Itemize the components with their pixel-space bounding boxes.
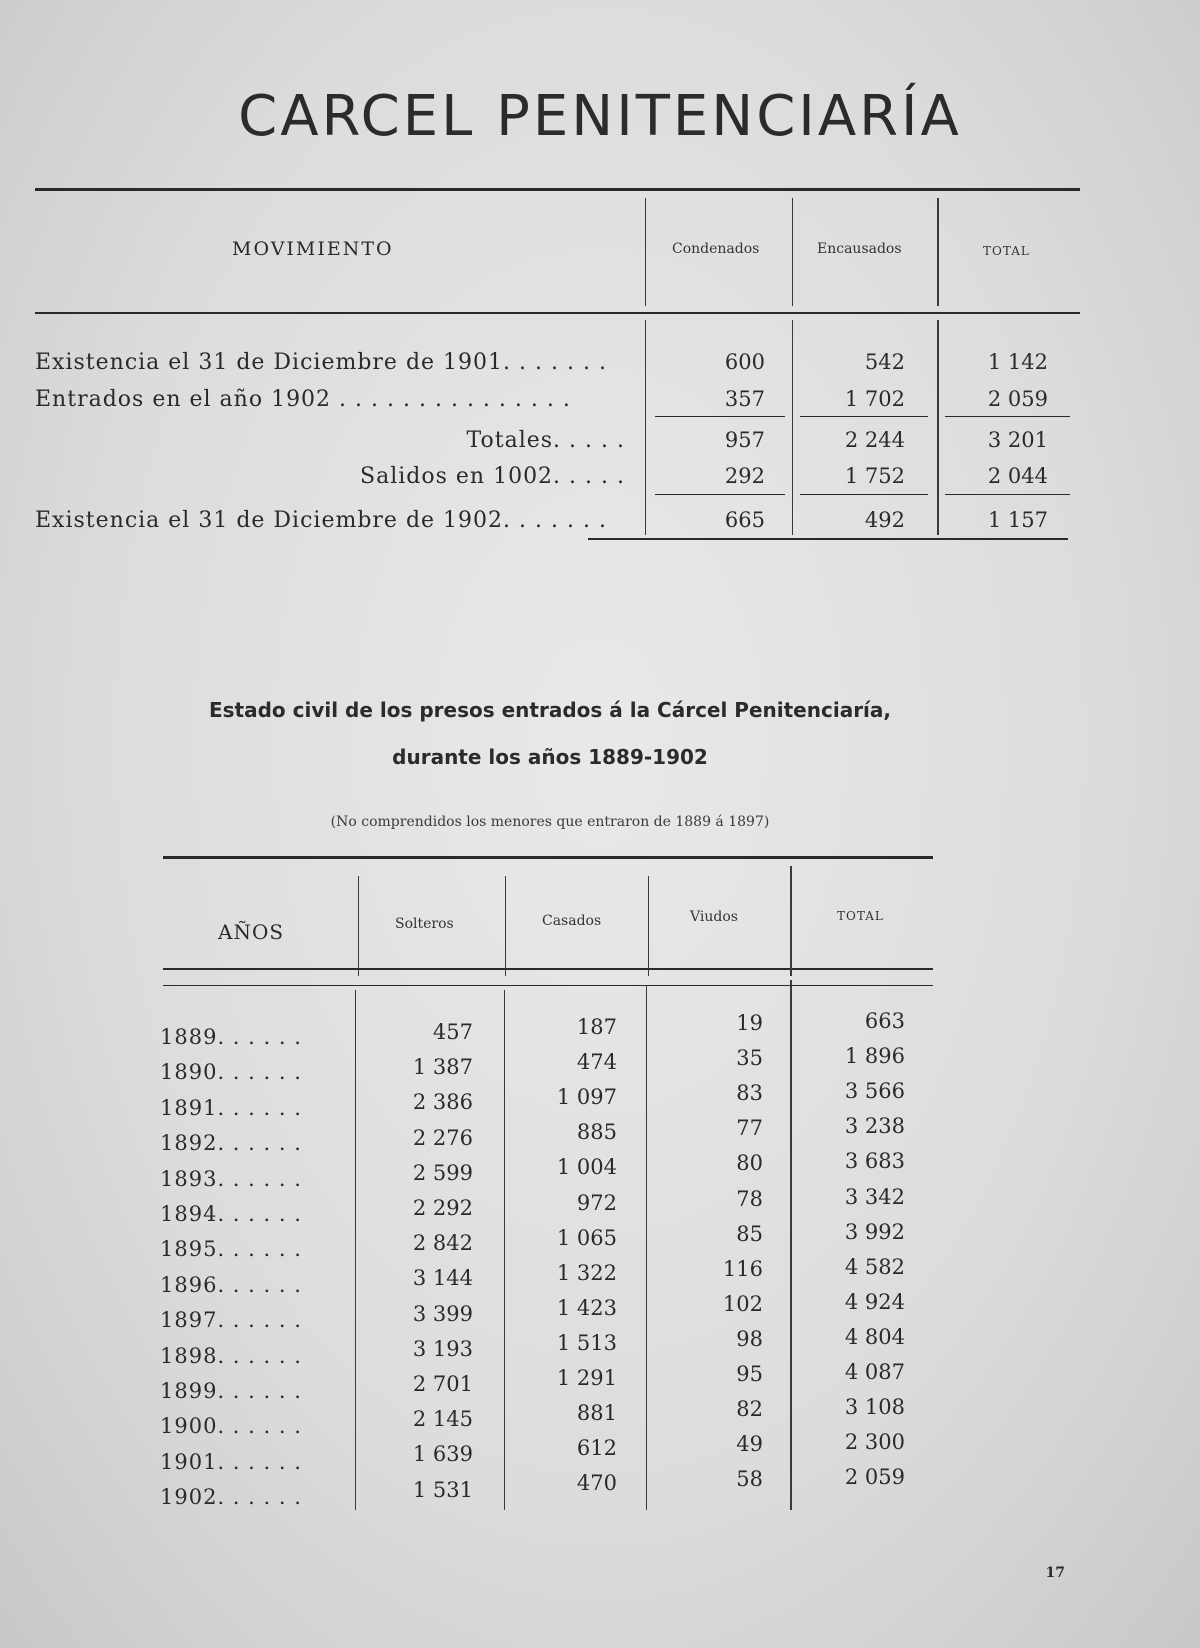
- cell-year: 1895. . . . . .: [160, 1237, 302, 1261]
- column-divider: [937, 198, 939, 306]
- cell-condenados: 292: [724, 464, 765, 488]
- cell-viudos: 98: [736, 1327, 763, 1351]
- cell-total: 3 108: [844, 1395, 905, 1419]
- cell-year: 1898. . . . . .: [160, 1344, 302, 1368]
- row-label: Entrados en el año 1902 . . . . . . . . . . . . . . .: [35, 387, 571, 412]
- cell-casados: 881: [576, 1401, 617, 1425]
- row-label: Existencia el 31 de Diciembre de 1902. . . . . . .: [35, 508, 607, 533]
- cell-total: 4 087: [844, 1360, 905, 1384]
- cell-casados: 1 004: [556, 1155, 617, 1179]
- column-divider: [645, 320, 646, 535]
- section-title: Estado civil de los presos entrados á la Cárcel Penitenciaría,: [208, 698, 892, 722]
- cell-viudos: 77: [736, 1116, 763, 1140]
- table-top-rule: [35, 188, 1080, 191]
- cell-encausados: 492: [864, 508, 905, 532]
- row-label: Salidos en 1002. . . . .: [360, 464, 625, 489]
- table-header-rule: [163, 985, 933, 986]
- cell-solteros: 3 399: [412, 1302, 473, 1326]
- cell-encausados: 1 702: [844, 387, 905, 411]
- column-divider: [505, 876, 506, 976]
- header-encausados: Encausados: [817, 241, 902, 257]
- page-number: 17: [1045, 1565, 1065, 1581]
- subtotal-rule: [655, 494, 785, 495]
- cell-casados: 1 513: [556, 1331, 617, 1355]
- cell-condenados: 957: [724, 428, 765, 452]
- cell-total: 2 059: [844, 1465, 905, 1489]
- cell-solteros: 1 639: [412, 1442, 473, 1466]
- subtotal-rule: [945, 494, 1070, 495]
- cell-year: 1900. . . . . .: [160, 1414, 302, 1438]
- cell-year: 1891. . . . . .: [160, 1096, 302, 1120]
- header-solteros: Solteros: [395, 916, 454, 932]
- cell-solteros: 2 292: [412, 1196, 473, 1220]
- column-divider: [358, 876, 359, 976]
- subtotal-rule: [800, 416, 928, 417]
- cell-casados: 470: [576, 1471, 617, 1495]
- subtotal-rule: [800, 494, 928, 495]
- table-header-rule: [35, 312, 1080, 314]
- cell-condenados: 665: [724, 508, 765, 532]
- column-divider: [790, 980, 792, 1510]
- column-divider: [792, 198, 793, 306]
- cell-total: 2 300: [844, 1430, 905, 1454]
- column-divider: [646, 985, 647, 1510]
- cell-solteros: 2 842: [412, 1231, 473, 1255]
- cell-condenados: 600: [724, 350, 765, 374]
- cell-total: 1 142: [987, 350, 1048, 374]
- cell-solteros: 2 145: [412, 1407, 473, 1431]
- cell-viudos: 85: [736, 1222, 763, 1246]
- cell-year: 1901. . . . . .: [160, 1450, 302, 1474]
- cell-total: 3 342: [844, 1185, 905, 1209]
- column-divider: [648, 876, 649, 976]
- header-total: TOTAL: [983, 244, 1030, 258]
- cell-solteros: 2 701: [412, 1372, 473, 1396]
- cell-year: 1902. . . . . .: [160, 1485, 302, 1509]
- cell-viudos: 82: [736, 1397, 763, 1421]
- cell-total: 2 059: [987, 387, 1048, 411]
- cell-year: 1899. . . . . .: [160, 1379, 302, 1403]
- cell-total: 3 238: [844, 1114, 905, 1138]
- header-condenados: Condenados: [672, 241, 760, 257]
- table-header-rule: [163, 968, 933, 970]
- section-subtitle: durante los años 1889-1902: [392, 745, 708, 769]
- header-viudos: Viudos: [690, 909, 738, 925]
- cell-casados: 885: [576, 1120, 617, 1144]
- cell-casados: 187: [576, 1015, 617, 1039]
- cell-total: 1 157: [987, 508, 1048, 532]
- cell-year: 1894. . . . . .: [160, 1202, 302, 1226]
- cell-viudos: 102: [722, 1292, 763, 1316]
- cell-total: 3 992: [844, 1220, 905, 1244]
- cell-casados: 1 065: [556, 1226, 617, 1250]
- cell-solteros: 1 531: [412, 1478, 473, 1502]
- header-anos: AÑOS: [218, 920, 285, 944]
- cell-year: 1897. . . . . .: [160, 1308, 302, 1332]
- cell-casados: 1 291: [556, 1366, 617, 1390]
- cell-solteros: 457: [432, 1020, 473, 1044]
- header-casados: Casados: [542, 913, 602, 929]
- cell-solteros: 3 193: [412, 1337, 473, 1361]
- cell-viudos: 83: [736, 1081, 763, 1105]
- cell-year: 1893. . . . . .: [160, 1167, 302, 1191]
- row-label: Existencia el 31 de Diciembre de 1901. . . . . . .: [35, 350, 607, 375]
- cell-solteros: 2 599: [412, 1161, 473, 1185]
- table-top-rule: [163, 856, 933, 859]
- cell-viudos: 80: [736, 1151, 763, 1175]
- cell-viudos: 49: [736, 1432, 763, 1456]
- cell-total: 3 566: [844, 1079, 905, 1103]
- cell-viudos: 78: [736, 1187, 763, 1211]
- section-note: (No comprendidos los menores que entraron de 1889 á 1897): [330, 814, 770, 830]
- cell-viudos: 116: [722, 1257, 763, 1281]
- cell-viudos: 95: [736, 1362, 763, 1386]
- cell-viudos: 58: [736, 1467, 763, 1491]
- cell-casados: 612: [576, 1436, 617, 1460]
- page-title: CARCEL PENITENCIARÍA: [238, 84, 962, 149]
- cell-encausados: 1 752: [844, 464, 905, 488]
- cell-encausados: 542: [864, 350, 905, 374]
- cell-total: 4 804: [844, 1325, 905, 1349]
- cell-total: 1 896: [844, 1044, 905, 1068]
- table-bottom-rule: [588, 538, 1068, 540]
- column-divider: [504, 990, 505, 1510]
- cell-total: 3 201: [987, 428, 1048, 452]
- cell-casados: 1 423: [556, 1296, 617, 1320]
- cell-condenados: 357: [724, 387, 765, 411]
- subtotal-rule: [945, 416, 1070, 417]
- cell-viudos: 35: [736, 1046, 763, 1070]
- cell-viudos: 19: [736, 1011, 763, 1035]
- cell-solteros: 1 387: [412, 1055, 473, 1079]
- cell-total: 2 044: [987, 464, 1048, 488]
- cell-year: 1889. . . . . .: [160, 1025, 302, 1049]
- cell-total: 3 683: [844, 1149, 905, 1173]
- row-label: Totales. . . . .: [466, 428, 625, 453]
- column-divider: [355, 990, 356, 1510]
- cell-year: 1896. . . . . .: [160, 1273, 302, 1297]
- column-divider: [645, 198, 646, 306]
- cell-total: 4 924: [844, 1290, 905, 1314]
- column-divider: [792, 320, 793, 535]
- header-total: TOTAL: [837, 909, 884, 923]
- cell-encausados: 2 244: [844, 428, 905, 452]
- cell-casados: 474: [576, 1050, 617, 1074]
- column-divider: [937, 320, 939, 535]
- cell-solteros: 2 386: [412, 1090, 473, 1114]
- cell-total: 663: [864, 1009, 905, 1033]
- subtotal-rule: [655, 416, 785, 417]
- cell-casados: 972: [576, 1191, 617, 1215]
- column-divider: [790, 866, 792, 976]
- cell-solteros: 3 144: [412, 1266, 473, 1290]
- cell-year: 1890. . . . . .: [160, 1060, 302, 1084]
- header-movimiento: MOVIMIENTO: [232, 238, 394, 260]
- cell-solteros: 2 276: [412, 1126, 473, 1150]
- cell-casados: 1 322: [556, 1261, 617, 1285]
- cell-year: 1892. . . . . .: [160, 1131, 302, 1155]
- cell-total: 4 582: [844, 1255, 905, 1279]
- cell-casados: 1 097: [556, 1085, 617, 1109]
